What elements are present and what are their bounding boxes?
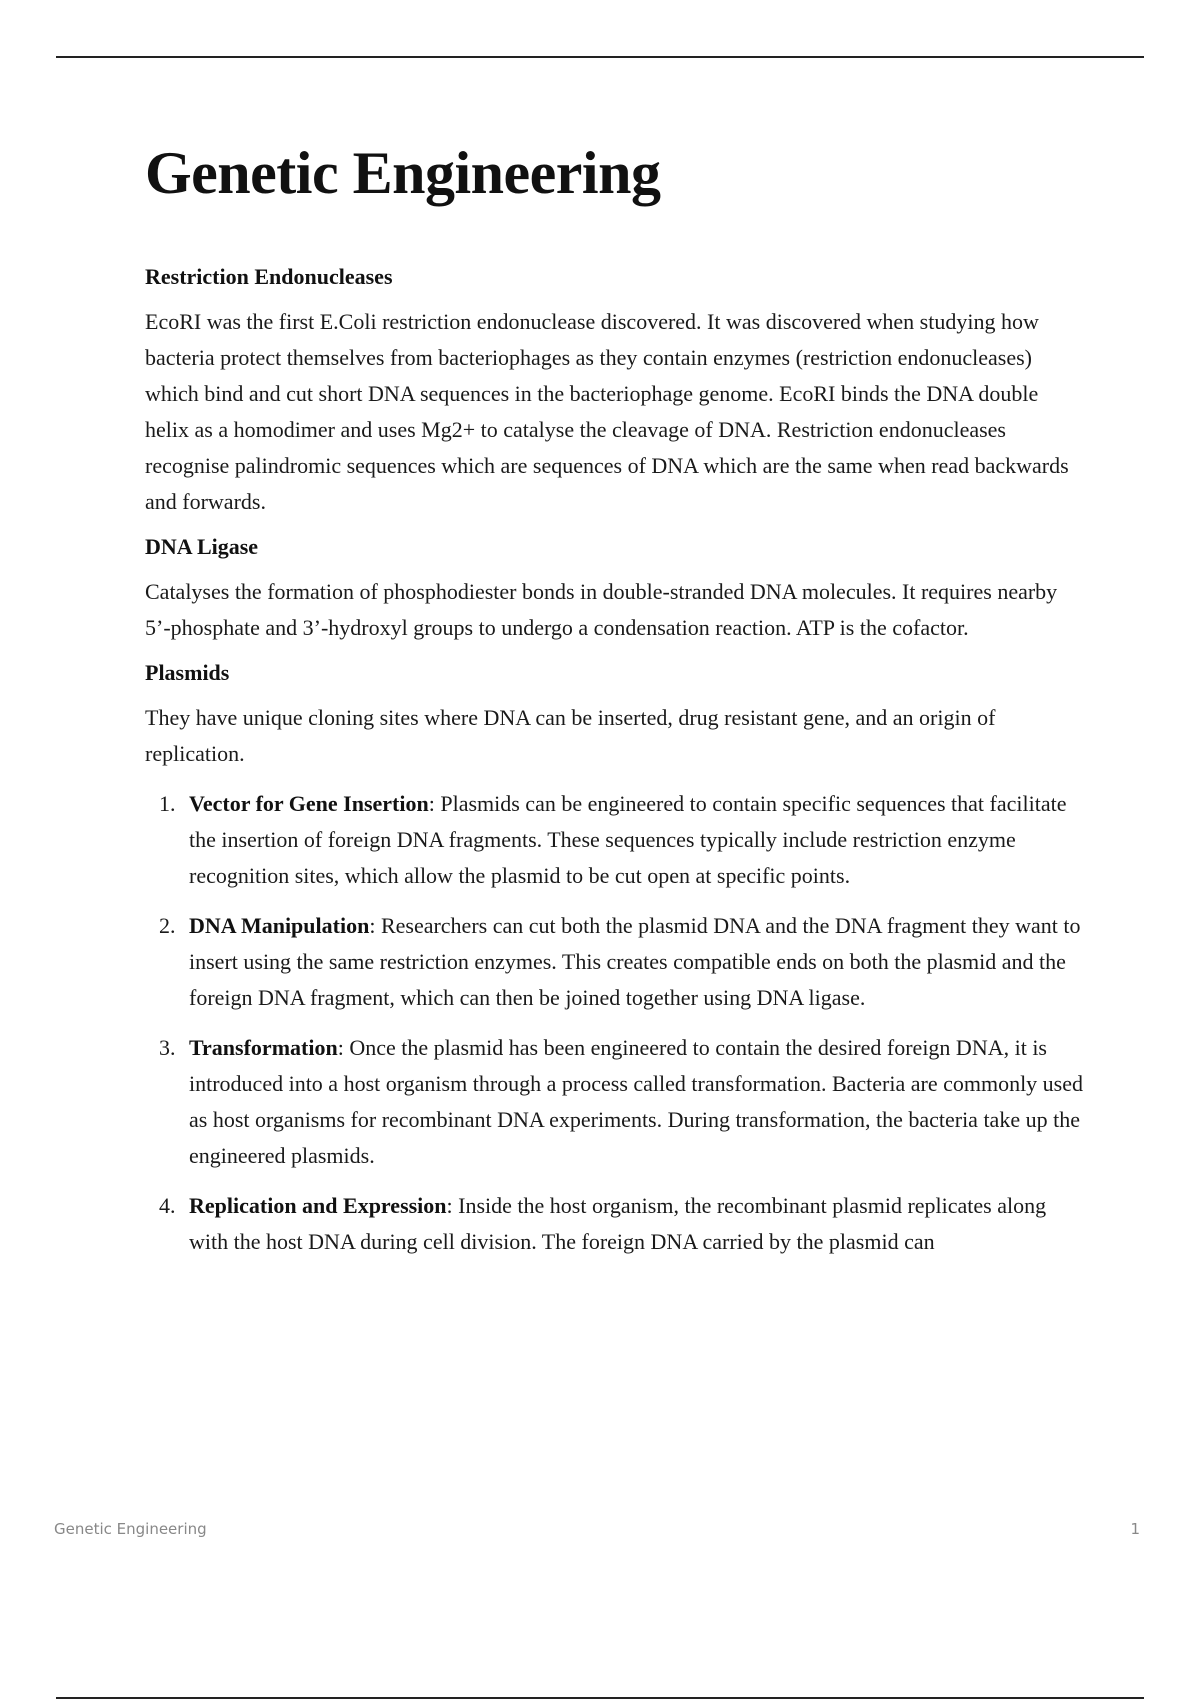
list-term: Transformation bbox=[189, 1035, 338, 1060]
bottom-divider bbox=[56, 1697, 1144, 1699]
list-number: 2. bbox=[159, 913, 176, 938]
list-item bbox=[145, 1188, 1085, 1260]
list-number: 4. bbox=[159, 1193, 176, 1218]
section-restriction-endonucleases bbox=[145, 262, 1085, 520]
section-paragraph: They have unique cloning sites where DNA can be inserted, drug resistant gene, and an origin of replication. bbox=[145, 705, 996, 766]
list-item bbox=[145, 786, 1085, 894]
section-paragraph: Catalyses the formation of phosphodiester bonds in double-stranded DNA molecules. It requires nearby 5’-phosphate and 3’-hydroxyl groups to undergo a condensation reaction. ATP is the cofactor. bbox=[145, 579, 1058, 640]
list-number: 1. bbox=[159, 791, 176, 816]
section-heading: Plasmids bbox=[145, 660, 230, 685]
page-title: Genetic Engineering bbox=[145, 140, 661, 206]
top-divider bbox=[56, 56, 1144, 58]
list-item bbox=[145, 1030, 1085, 1174]
section-paragraph: EcoRI was the first E.Coli restriction endonuclease discovered. It was discovered when studying how bacteria protect themselves from bacteriophages as they contain enzymes (restriction endonucleases) which bind and cut short DNA sequences in the bacteriophage genome. EcoRI binds the DNA double helix as a homodimer and uses Mg2+ to catalyse the cleavage of DNA. Restriction endonucleases recognise palindromic sequences which are sequences of DNA which are the same when read backwards and forwards. bbox=[145, 309, 1069, 514]
list-term: Vector for Gene Insertion bbox=[189, 791, 429, 816]
list-term: Replication and Expression bbox=[189, 1193, 447, 1218]
document-body bbox=[145, 140, 1085, 1274]
list-item bbox=[145, 908, 1085, 1016]
list-text: : Inside the host organism, the recombinant plasmid replicates along with the host DNA during cell division. The foreign DNA carried by the plasmid can bbox=[189, 1193, 1047, 1254]
list-text: : Plasmids can be engineered to contain specific sequences that facilitate the insertion of foreign DNA fragments. These sequences typically include restriction enzyme recognition sites, which allow the plasmid to be cut open at specific points. bbox=[189, 791, 1067, 888]
section-heading: Restriction Endonucleases bbox=[145, 264, 393, 289]
footer-document-title: Genetic Engineering bbox=[54, 1520, 207, 1538]
list-number: 3. bbox=[159, 1035, 176, 1060]
section-dna-ligase bbox=[145, 532, 1085, 646]
footer-page-number: 1 bbox=[1130, 1520, 1140, 1538]
section-heading: DNA Ligase bbox=[145, 534, 259, 559]
list-term: DNA Manipulation bbox=[189, 913, 370, 938]
list-text: : Once the plasmid has been engineered to contain the desired foreign DNA, it is introduced into a host organism through a process called transformation. Bacteria are commonly used as host organisms for recombinant DNA experiments. During transformation, the bacteria take up the engineered plasmids. bbox=[189, 1035, 1084, 1168]
list-text: : Researchers can cut both the plasmid DNA and the DNA fragment they want to insert using the same restriction enzymes. This creates compatible ends on both the plasmid and the foreign DNA fragment, which can then be joined together using DNA ligase. bbox=[189, 913, 1081, 1010]
plasmid-uses-list bbox=[145, 786, 1085, 1260]
section-plasmids bbox=[145, 658, 1085, 772]
